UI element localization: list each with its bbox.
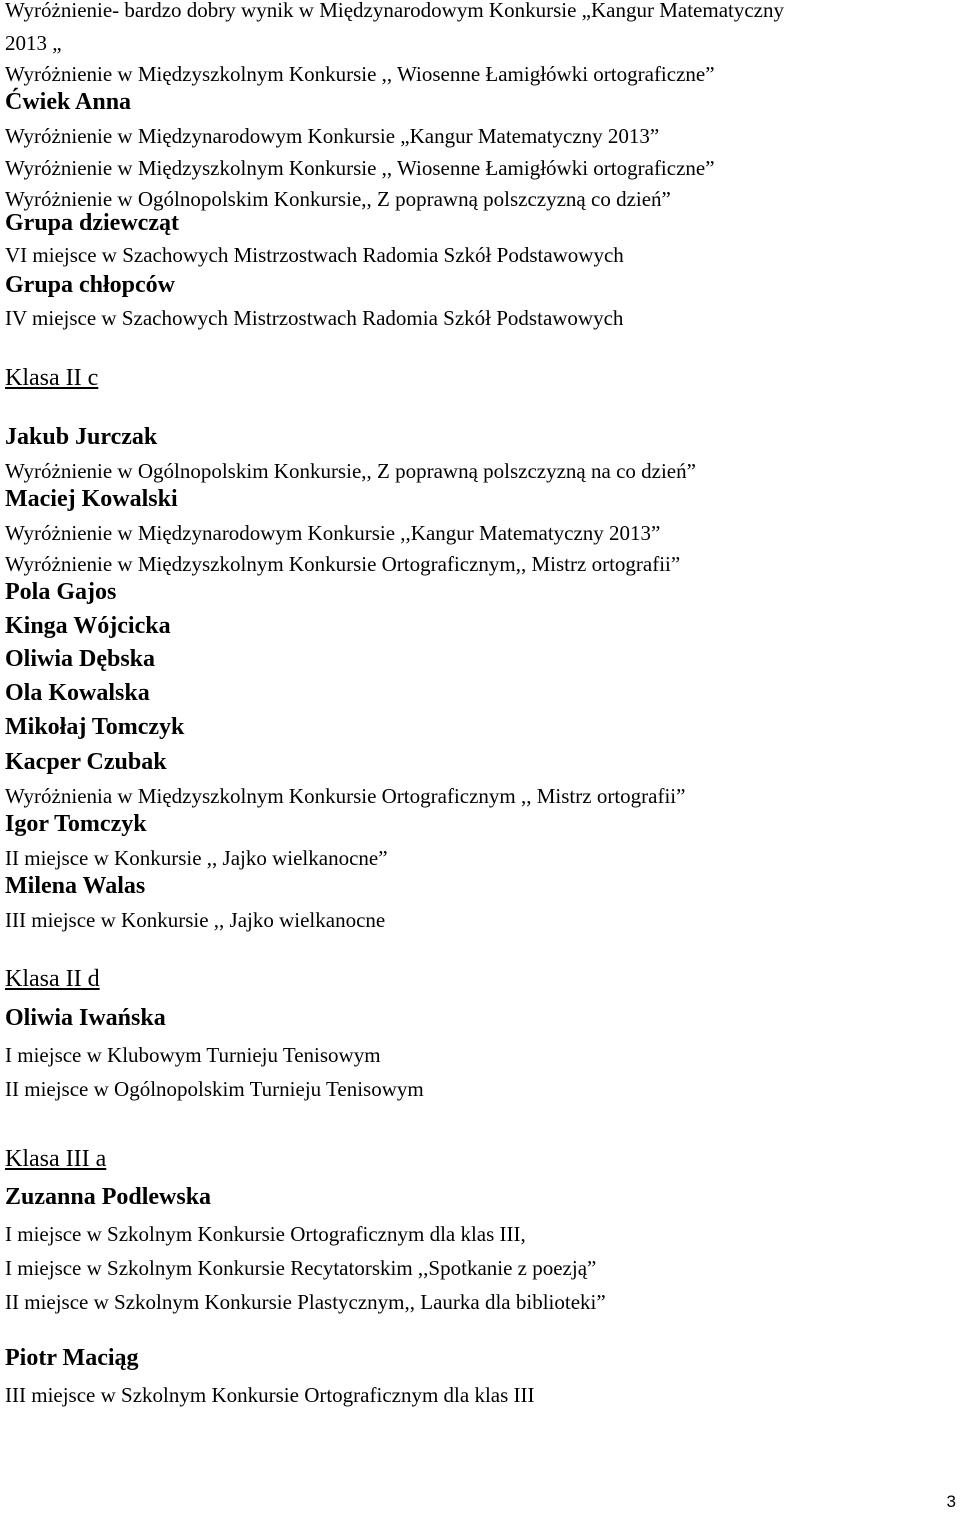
award-line: Wyróżnienie w Międzyszkolnym Konkursie ,, Wiosenne Łamigłówki ortograficzne” [5,62,715,86]
page-number: 3 [946,1492,956,1511]
name-heading: Kinga Wójcicka [5,613,171,639]
award-line: 2013 „ [5,31,62,55]
award-line: Wyróżnienie w Międzyszkolnym Konkursie Ortograficznym,, Mistrz ortografii” [5,552,681,576]
name-heading: Grupa dziewcząt [5,210,179,236]
name-heading: Piotr Maciąg [5,1345,139,1371]
name-heading: Ola Kowalska [5,680,150,706]
award-line: II miejsce w Szkolnym Konkursie Plastycznym,, Laurka dla biblioteki” [5,1290,606,1314]
award-line: I miejsce w Klubowym Turnieju Tenisowym [5,1043,381,1067]
name-heading: Maciej Kowalski [5,486,178,512]
class-heading: Klasa III a [5,1146,107,1172]
award-line: VI miejsce w Szachowych Mistrzostwach Radomia Szkół Podstawowych [5,243,624,267]
award-line: II miejsce w Ogólnopolskim Turnieju Tenisowym [5,1077,424,1101]
award-line: Wyróżnienie w Międzynarodowym Konkursie „Kangur Matematyczny 2013” [5,124,660,148]
award-line: IV miejsce w Szachowych Mistrzostwach Radomia Szkół Podstawowych [5,306,624,330]
name-heading: Oliwia Iwańska [5,1005,166,1031]
name-heading: Milena Walas [5,873,146,899]
name-heading: Kacper Czubak [5,749,167,775]
name-heading: Oliwia Dębska [5,646,156,672]
award-line: I miejsce w Szkolnym Konkursie Ortograficznym dla klas III, [5,1222,526,1246]
award-line: Wyróżnienie- bardzo dobry wynik w Międzynarodowym Konkursie „Kangur Matematyczny [5,0,784,22]
award-line: III miejsce w Konkursie ,, Jajko wielkanocne [5,908,386,932]
class-heading: Klasa II d [5,966,100,992]
award-line: Wyróżnienie w Międzyszkolnym Konkursie ,, Wiosenne Łamigłówki ortograficzne” [5,156,715,180]
award-line: I miejsce w Szkolnym Konkursie Recytatorskim ,,Spotkanie z poezją” [5,1256,597,1280]
award-line: II miejsce w Konkursie ,, Jajko wielkanocne” [5,846,388,870]
award-line: Wyróżnienie w Ogólnopolskim Konkursie,, Z poprawną polszczyzną na co dzień” [5,459,696,483]
name-heading: Grupa chłopców [5,272,176,298]
award-line: Wyróżnienie w Ogólnopolskim Konkursie,, Z poprawną polszczyzną co dzień” [5,187,671,211]
name-heading: Igor Tomczyk [5,811,147,837]
award-line: Wyróżnienie w Międzynarodowym Konkursie ,,Kangur Matematyczny 2013” [5,521,661,545]
name-heading: Pola Gajos [5,579,117,605]
award-line: Wyróżnienia w Międzyszkolnym Konkursie Ortograficznym ,, Mistrz ortografii” [5,784,686,808]
name-heading: Ćwiek Anna [5,89,132,115]
name-heading: Zuzanna Podlewska [5,1184,212,1210]
name-heading: Jakub Jurczak [5,424,158,450]
class-heading: Klasa II c [5,365,99,391]
award-line: III miejsce w Szkolnym Konkursie Ortograficznym dla klas III [5,1383,535,1407]
name-heading: Mikołaj Tomczyk [5,714,185,740]
